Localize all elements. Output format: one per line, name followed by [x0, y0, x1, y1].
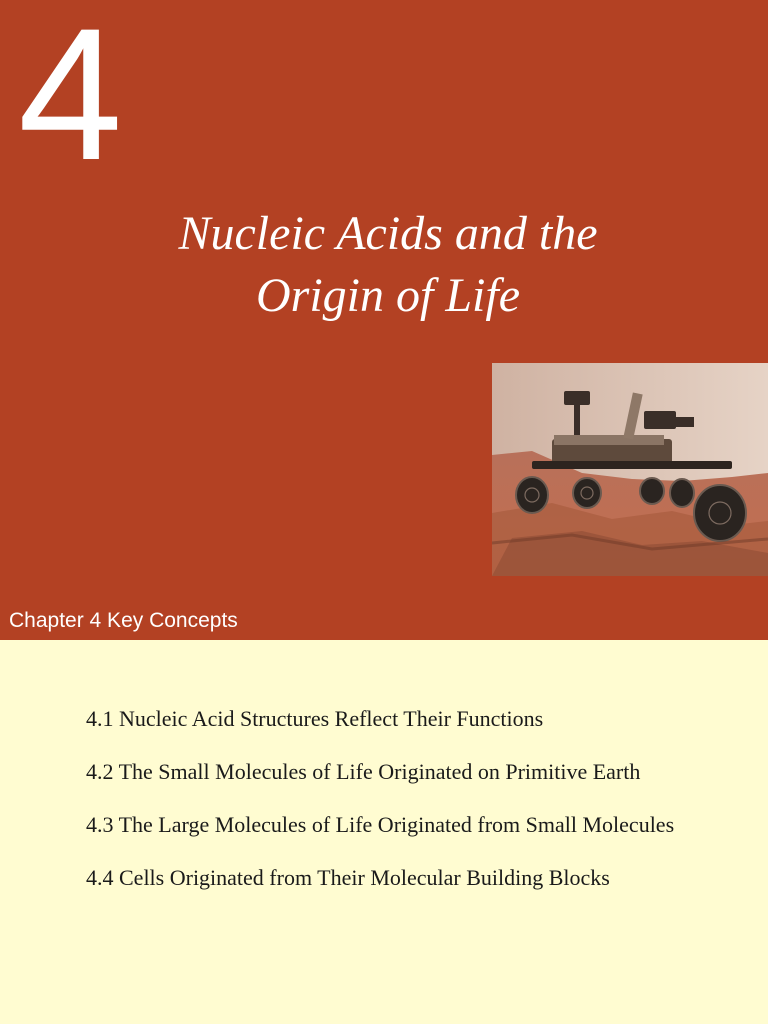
chapter-title: [0, 203, 768, 327]
key-concepts-heading: Chapter 4 Key Concepts: [9, 609, 238, 632]
key-concept-item: 4.4 Cells Originated from Their Molecular Building Blocks: [86, 865, 610, 890]
chapter-title-line-2: Origin of Life: [255, 269, 521, 322]
chapter-number: 4: [18, 0, 123, 199]
mars-rover-photo: [492, 363, 768, 576]
key-concept-item: 4.3 The Large Molecules of Life Originated from Small Molecules: [86, 812, 675, 837]
key-concept-item: 4.2 The Small Molecules of Life Originated on Primitive Earth: [86, 759, 641, 784]
chapter-title-line-1: Nucleic Acids and the: [178, 207, 598, 260]
key-concepts-list: [86, 704, 726, 916]
key-concept-item: 4.1 Nucleic Acid Structures Reflect Their Functions: [86, 706, 544, 731]
